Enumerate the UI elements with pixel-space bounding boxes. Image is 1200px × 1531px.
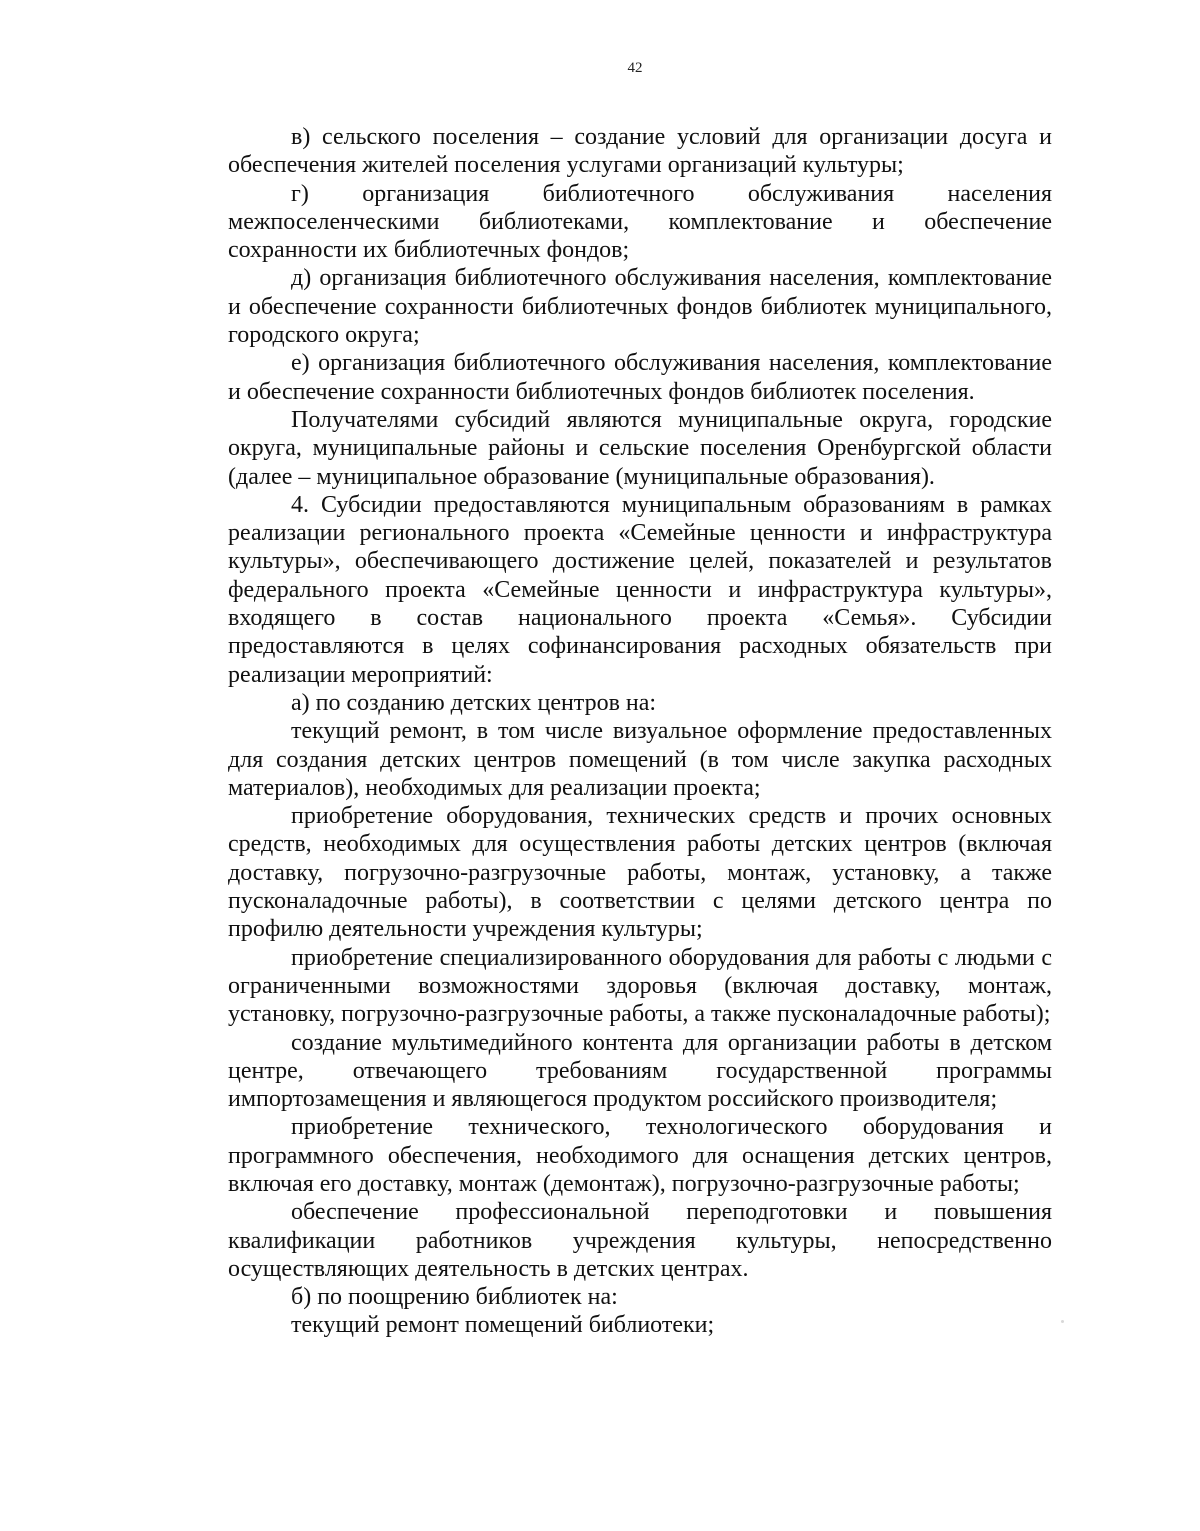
paragraph-a-children-centers: а) по созданию детских центров на:	[291, 689, 657, 716]
paragraph-equipment-purchase: приобретение оборудования, технических средств и прочих основных средств, необходимых для осуществления работы детских центров (включая доставку, погрузочно-разгрузочные работы, монтаж, установку, а также пусконаладочные работы), в соответствии с целями детского центра по профилю деятельности учреждения культуры;	[228, 803, 1052, 943]
paragraph-subsidy-recipients: Получателями субсидий являются муниципальные округа, городские округа, муниципальные районы и сельские поселения Оренбургской области (далее – муниципальное образование (муниципальные образования).	[228, 406, 1052, 490]
paragraph-technical-equipment: приобретение технического, технологического оборудования и программного обеспечения, необходимого для оснащения детских центров, включая его доставку, монтаж (демонтаж), погрузочно-разгрузочные работы;	[228, 1114, 1052, 1197]
paragraph-current-repair: текущий ремонт, в том числе визуальное оформление предоставленных для создания детских центров помещений (в том числе закупка расходных материалов), необходимых для реализации проекта;	[228, 718, 1052, 801]
paragraph-4-subsidies: 4. Субсидии предоставляются муниципальным образованиям в рамках реализации регионального проекта «Семейные ценности и инфраструктура культуры», обеспечивающего достижение целей, показателей и результатов федерального проекта «Семейные ценности и инфраструктура культуры», входящего в состав национального проекта «Семья». Субсидии предоставляются в целях софинансирования расходных обязательств при реализации мероприятий:	[228, 491, 1052, 688]
paragraph-b-library-incentives: б) по поощрению библиотек на:	[291, 1284, 618, 1311]
paragraph-g-intersettlement-libraries: г) организация библиотечного обслуживания населения межпоселенческими библиотеками, комплектование и обеспечение сохранности их библиотечных фондов;	[228, 180, 1052, 264]
paragraph-v-rural-settlement: в) сельского поселения – создание условий для организации досуга и обеспечения жителей поселения услугами организаций культуры;	[228, 124, 1052, 179]
scan-speck	[1061, 1320, 1064, 1323]
paragraph-d-municipal-district: д) организация библиотечного обслуживания населения, комплектование и обеспечение сохранности библиотечных фондов библиотек муниципального, городского округа;	[228, 265, 1052, 349]
page-number: 42	[627, 60, 643, 76]
document-body	[228, 123, 1052, 1340]
paragraph-library-repair: текущий ремонт помещений библиотеки;	[291, 1312, 715, 1339]
paragraph-multimedia-content: создание мультимедийного контента для организации работы в детском центре, отвечающего требованиям государственной программы импортозамещения и являющегося продуктом российского производителя;	[228, 1029, 1052, 1113]
paragraph-e-settlement-libraries: е) организация библиотечного обслуживания населения, комплектование и обеспечение сохранности библиотечных фондов библиотек поселения.	[228, 350, 1052, 405]
paragraph-specialized-equipment: приобретение специализированного оборудования для работы с людьми с ограниченными возможностями здоровья (включая доставку, монтаж, установку, погрузочно-разгрузочные работы, а также пусконаладочные работы);	[228, 944, 1052, 1028]
paragraph-staff-training: обеспечение профессиональной переподготовки и повышения квалификации работников учреждения культуры, непосредственно осуществляющих деятельность в детских центрах.	[228, 1199, 1052, 1282]
